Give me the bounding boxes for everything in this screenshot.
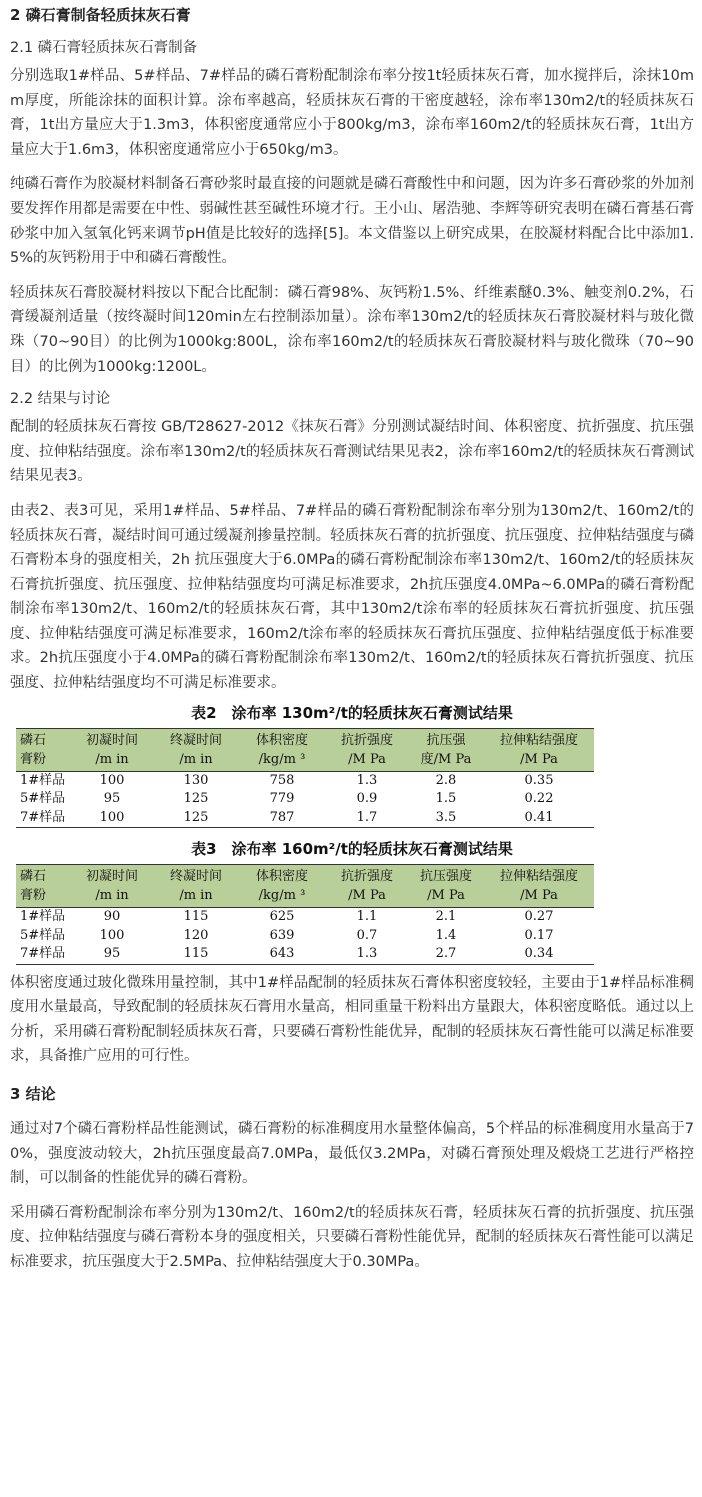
table-2-header-flexural: 抗折强度 /M Pa xyxy=(326,728,408,771)
table-cell: 115 xyxy=(183,909,209,925)
table-cell: 7#样品 xyxy=(16,809,70,828)
table-cell: 130 xyxy=(183,772,209,788)
table-2-header-sample: 磷石 膏粉 xyxy=(16,728,70,771)
table-2-header-initial-set: 初凝时间 /m in xyxy=(70,728,154,771)
paragraph-coverage-rate: 分别选取1#样品、5#样品、7#样品的磷石膏粉配制涂布率分按1t轻质抹灰石膏，加水搅拌后，涂抹10mm厚度，所能涂抹的面积计算。涂布率越高，轻质抹灰石膏的干密度越轻，涂布率130m2/t的轻质抹灰石膏，1t出方量应大于1.3m3，体积密度通常应小于800kg/m3，涂布率160m2/t的轻质抹灰石膏，1t出方量应大于1.6m3，体积密度通常应小于650kg/m3。 xyxy=(10,68,694,158)
table-3-header-final-set: 终凝时间 /m in xyxy=(154,865,238,908)
table-3-header-initial-set: 初凝时间 /m in xyxy=(70,865,154,908)
paragraph-density-analysis: 体积密度通过玻化微珠用量控制，其中1#样品配制的轻质抹灰石膏体积密度较轻，主要由于1#样品标准稠度用水量最高，导致配制的轻质抹灰石膏用水量高，相同重量干粉料出方量跟大，体积密度略低。通过以上分析，采用磷石膏粉配制轻质抹灰石膏，只要磷石膏粉性能优异，配制的轻质抹灰石膏性能可以满足标准要求，具备推广应用的可行性。 xyxy=(10,974,694,1065)
table-cell: 1.1 xyxy=(356,909,378,925)
table-3-header-density: 体积密度 /kg/m ³ xyxy=(238,865,326,908)
table-cell: 7#样品 xyxy=(16,945,70,964)
paragraph-conclusion-2: 采用磷石膏粉配制涂布率分别为130m2/t、160m2/t的轻质抹灰石膏，轻质抹灰石膏的抗折强度、抗压强度、拉伸粘结强度与磷石膏粉本身的强度相关，只要磷石膏粉性能优异，配制的轻质抹灰石膏性能可以满足标准要求，抗压强度大于2.5MPa、拉伸粘结强度大于0.30MPa。 xyxy=(10,1204,694,1270)
table-3-header-flexural: 抗折强度 /M Pa xyxy=(326,865,408,908)
table-2-header-row xyxy=(16,728,594,771)
table-3-header-row xyxy=(16,865,594,908)
table-cell: 1#样品 xyxy=(20,772,66,788)
table-cell: 0.7 xyxy=(356,927,378,943)
subsection-2-2-heading: 2.2 结果与讨论 xyxy=(10,391,111,408)
table-row xyxy=(16,945,594,964)
table-cell: 5#样品 xyxy=(20,927,66,943)
table-3 xyxy=(16,864,594,965)
table-cell: 100 xyxy=(99,772,125,788)
section-3-heading: 3 结论 xyxy=(10,1085,56,1104)
paragraph-conclusion-1: 通过对7个磷石膏粉样品性能测试，磷石膏粉的标准稠度用水量整体偏高，5个样品的标准稠度用水量高于70%，强度波动较大，2h抗压强度最高7.0MPa，最低仅3.2MPa，对磷石膏预处理及煅烧工艺进行严格控制，可以制备的性能优异的磷石膏粉。 xyxy=(10,1121,694,1187)
table-row xyxy=(16,927,594,946)
table-2-caption: 表2 涂布率 130m²/t的轻质抹灰石膏测试结果 xyxy=(191,703,513,722)
table-3-header-compressive: 抗压强度 /M Pa xyxy=(408,865,484,908)
paragraph-acid-neutralization: 纯磷石膏作为胶凝材料制备石膏砂浆时最直接的问题就是磷石膏酸性中和问题，因为许多石膏砂浆的外加剂要发挥作用都是需要在中性、弱碱性甚至碱性环境才行。王小山、屠浩驰、李辉等研究表明在磷石膏基石膏砂浆中加入氢氧化钙来调节pH值是比较好的选择[5]。本文借鉴以上研究成果，在胶凝材料配合比中添加1.5%的灰钙粉用于中和磷石膏酸性。 xyxy=(10,176,694,267)
table-cell: 125 xyxy=(183,791,209,807)
table-3-header-sample: 磷石 膏粉 xyxy=(16,865,70,908)
table-cell: 758 xyxy=(269,772,295,788)
table-2-header-density: 体积密度 /kg/m ³ xyxy=(238,728,326,771)
paragraph-mix-ratio: 轻质抹灰石膏胶凝材料按以下配合比配制：磷石膏98%、灰钙粉1.5%、纤维素醚0.3%、触变剂0.2%，石膏缓凝剂适量（按终凝时间120min左右控制添加量）。涂布率130m2/t的轻质抹灰石膏胶凝材料与玻化微珠（70~90目）的比例为1000kg:800L，涂布率160m2/t的轻质抹灰石膏胶凝材料与玻化微珠（70~90目）的比例为1000kg:1200L。 xyxy=(10,284,694,375)
table-2 xyxy=(16,728,594,829)
table-3-caption: 表3 涂布率 160m²/t的轻质抹灰石膏测试结果 xyxy=(191,840,513,859)
table-cell: 625 xyxy=(269,909,295,925)
table-cell: 125 xyxy=(154,809,238,828)
table-cell: 95 xyxy=(103,791,121,807)
subsection-2-1-heading: 2.1 磷石膏轻质抹灰石膏制备 xyxy=(10,40,198,56)
table-row xyxy=(16,908,594,927)
table-cell: 95 xyxy=(70,945,154,964)
table-2-header-final-set: 终凝时间 /m in xyxy=(154,728,238,771)
table-cell: 5#样品 xyxy=(20,791,66,807)
table-cell: 0.41 xyxy=(484,809,594,828)
table-cell: 2.7 xyxy=(408,945,484,964)
table-cell: 2.1 xyxy=(435,909,457,925)
table-cell: 1.4 xyxy=(435,927,457,943)
table-cell: 1.3 xyxy=(326,945,408,964)
table-3-header-bond: 拉伸粘结强度 /M Pa xyxy=(484,865,594,908)
table-cell: 100 xyxy=(99,927,125,943)
table-row xyxy=(16,809,594,828)
table-row xyxy=(16,790,594,809)
table-3-block xyxy=(10,834,694,965)
table-cell: 3.5 xyxy=(408,809,484,828)
table-cell: 2.8 xyxy=(435,772,457,788)
table-cell: 90 xyxy=(103,909,121,925)
table-2-header-compressive: 抗压强 度/M Pa xyxy=(408,728,484,771)
table-cell: 779 xyxy=(269,791,295,807)
table-2-header-bond: 拉伸粘结强度 /M Pa xyxy=(484,728,594,771)
table-cell: 0.34 xyxy=(484,945,594,964)
section-2-heading: 2 磷石膏制备轻质抹灰石膏 xyxy=(10,6,191,24)
table-cell: 100 xyxy=(70,809,154,828)
table-2-block xyxy=(10,698,694,829)
paragraph-test-method: 配制的轻质抹灰石膏按 GB/T28627-2012《抹灰石膏》分别测试凝结时间、体积密度、抗折强度、抗压强度、拉伸粘结强度。涂布率130m2/t的轻质抹灰石膏测试结果见表2，涂布率160m2/t的轻质抹灰石膏测试结果见表3。 xyxy=(10,419,694,485)
table-cell: 0.22 xyxy=(524,791,554,807)
table-row xyxy=(16,771,594,790)
table-cell: 0.9 xyxy=(356,791,378,807)
table-cell: 0.17 xyxy=(524,927,554,943)
table-cell: 115 xyxy=(154,945,238,964)
table-cell: 0.35 xyxy=(524,772,554,788)
table-cell: 1#样品 xyxy=(20,909,66,925)
table-cell: 1.7 xyxy=(326,809,408,828)
table-cell: 0.27 xyxy=(524,909,554,925)
table-cell: 120 xyxy=(183,927,209,943)
paragraph-results-discussion: 由表2、表3可见，采用1#样品、5#样品、7#样品的磷石膏粉配制涂布率分别为130m2/t、160m2/t的轻质抹灰石膏，凝结时间可通过缓凝剂掺量控制。轻质抹灰石膏的抗折强度、抗压强度、拉伸粘结强度与磷石膏粉本身的强度相关，2h 抗压强度大于6.0MPa的磷石膏粉配制涂布率130m2/t、160m2/t的轻质抹灰石膏抗折强度、抗压强度、拉伸粘结强度均可满足标准要求，2h抗压强度4.0MPa~6.0MPa的磷石膏粉配制涂布率130m2/t、160m2/t的轻质抹灰石膏，其中130m2/t涂布率的轻质抹灰石膏抗折强度、抗压强度、拉伸粘结强度可满足标准要求，160m2/t涂布率的轻质抹灰石膏抗压强度、拉伸粘结强度低于标准要求。2h抗压强度小于4.0MPa的磷石膏粉配制涂布率130m2/t、160m2/t的轻质抹灰石膏抗折强度、抗压强度、拉伸粘结强度均不可满足标准要求。 xyxy=(10,502,694,692)
table-cell: 639 xyxy=(269,927,295,943)
table-cell: 1.5 xyxy=(435,791,457,807)
table-cell: 643 xyxy=(238,945,326,964)
table-cell: 1.3 xyxy=(356,772,378,788)
table-cell: 787 xyxy=(238,809,326,828)
